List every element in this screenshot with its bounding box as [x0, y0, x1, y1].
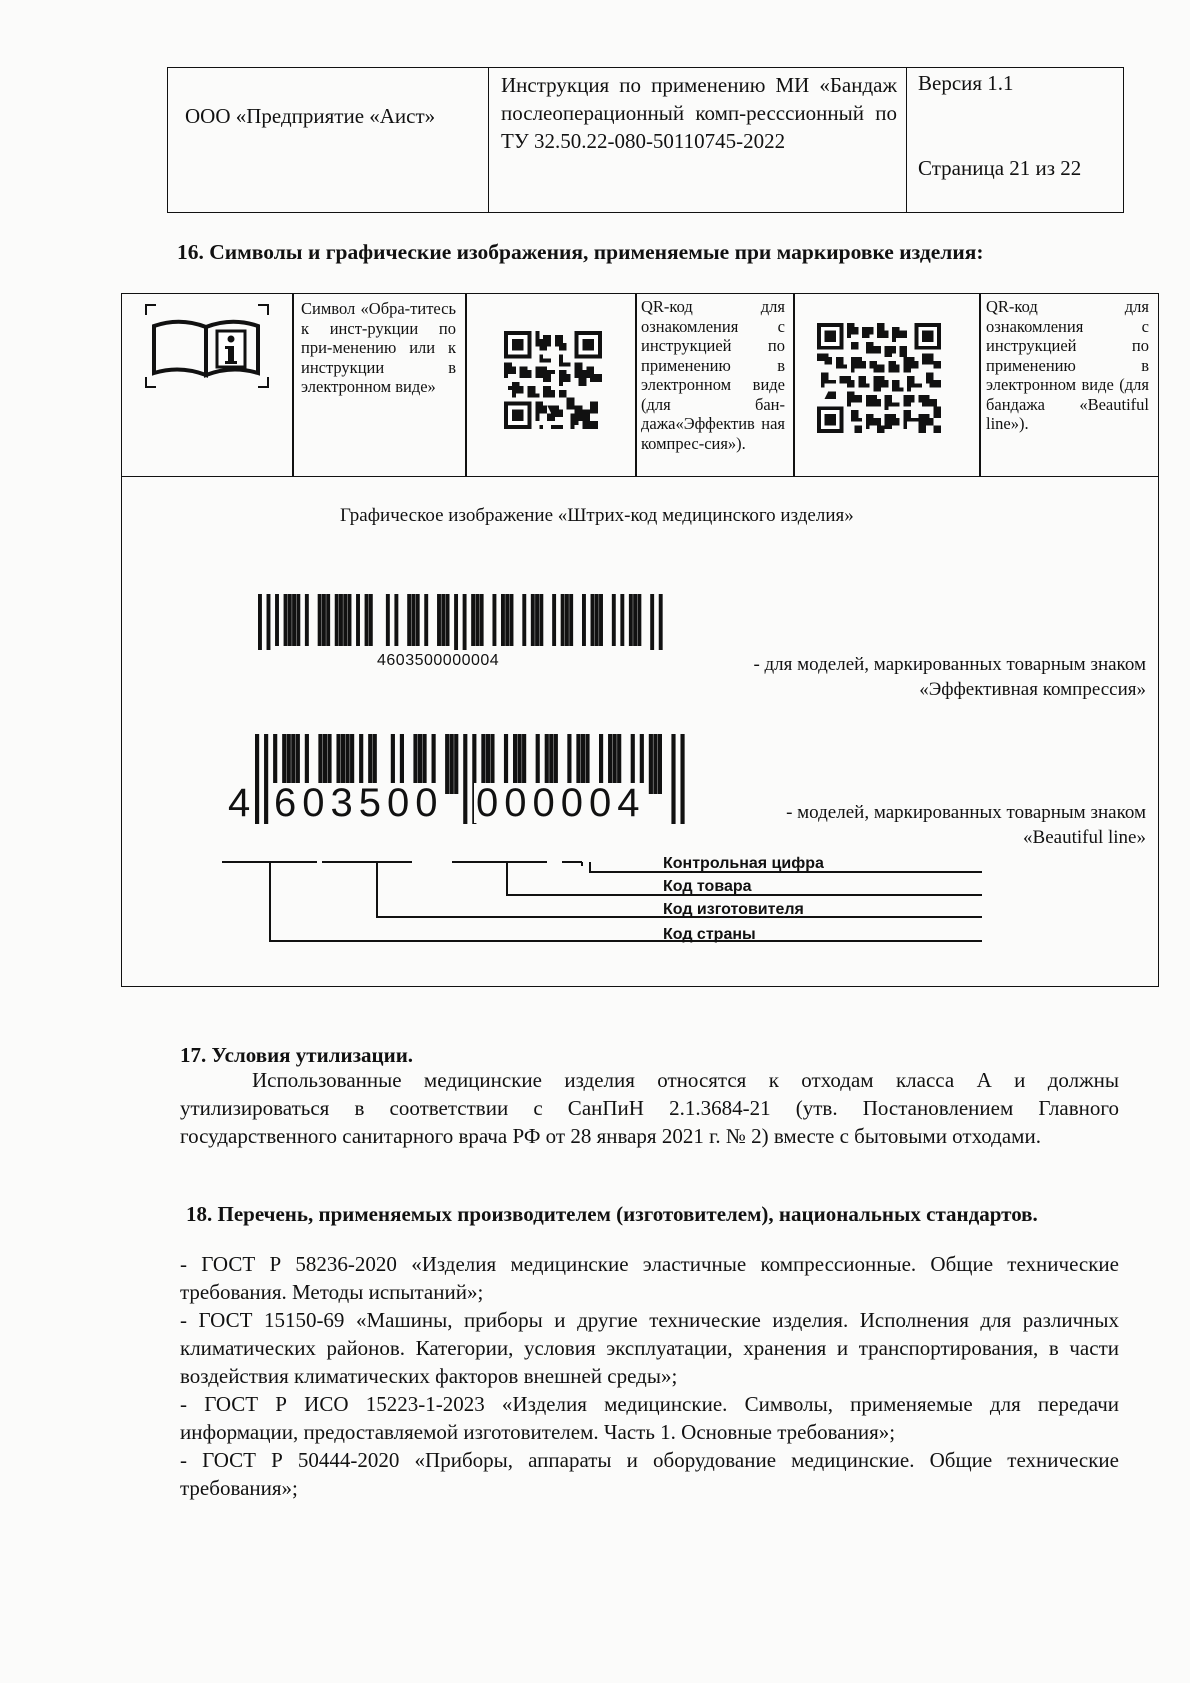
- barcode-bar: [275, 594, 279, 646]
- legend-country-code: Код страны: [663, 926, 756, 943]
- barcode-bar: [437, 594, 441, 646]
- barcode-bar: [633, 594, 637, 646]
- barcode-bar: [454, 734, 458, 794]
- symbol-description: Символ «Обра-титесь к инст-рукции по при-менению или к инструкции в электронном виде»: [301, 299, 456, 396]
- barcode-1-label-line1: - для моделей, маркированных товарным знаком: [753, 654, 1146, 675]
- barcode-bar: [411, 594, 415, 646]
- barcode-bar: [394, 594, 398, 646]
- symbols-row: [122, 294, 1158, 477]
- barcode-bar: [326, 594, 330, 646]
- standard-item: - ГОСТ Р 50444-2020 «Приборы, аппараты и оборудование медицинские. Общие технические требования»;: [180, 1448, 1119, 1500]
- header-version-cell: [907, 68, 1123, 212]
- legend-manufacturer-code: Код изготовителя: [663, 901, 804, 918]
- barcode-bar: [629, 594, 633, 646]
- company-name: ООО «Предприятие «Аист»: [185, 104, 436, 128]
- header-company-cell: [168, 68, 489, 212]
- barcode-bar: [620, 594, 624, 646]
- barcode-bar: [522, 594, 526, 646]
- section-17-heading: 17. Условия утилизации.: [180, 1043, 414, 1067]
- barcode-bar: [463, 734, 467, 824]
- barcode-bar: [267, 594, 271, 650]
- barcode-2-first-digit: 4: [228, 781, 251, 825]
- barcode-1-label-line2: «Эффективная компрессия»: [919, 679, 1146, 700]
- barcode-bar: [343, 594, 347, 646]
- barcode-bar: [446, 594, 450, 646]
- barcode-bar: [649, 734, 653, 794]
- barcode-bar: [288, 594, 292, 646]
- barcode-bar: [369, 594, 373, 646]
- barcode-bar: [441, 594, 445, 646]
- barcode-bar: [318, 594, 322, 646]
- barcode-bar: [671, 734, 675, 824]
- barcode-bar: [424, 594, 428, 646]
- barcode-bar: [680, 734, 684, 824]
- barcode-bar: [539, 594, 543, 646]
- barcode-bar: [612, 594, 616, 646]
- barcode-bar: [305, 594, 309, 646]
- standard-item: - ГОСТ Р ИСО 15223-1-2023 «Изделия медицинские. Символы, применяемые для передачи информации, предоставляемой изготовителем. Часть 1. Основные требования»;: [180, 1392, 1119, 1444]
- barcode-bar: [292, 594, 296, 646]
- barcode-bar: [463, 594, 467, 650]
- barcode-bar: [258, 594, 262, 650]
- section-16-heading: 16. Символы и графические изображения, применяемые при маркировке изделия:: [177, 240, 984, 264]
- barcode-bar: [658, 734, 662, 794]
- section-17-text: Использованные медицинские изделия относятся к отходам класса А и должны утилизироваться в соответствии с СанПиН 2.1.3684-21 (утв. Постановлением Главного государственного санитарного врача РФ от 28 января 2021 г. № 2) вместе с бытовыми отходами.: [180, 1068, 1119, 1148]
- barcode-bar: [492, 594, 496, 646]
- legend-product-code: Код товара: [663, 878, 752, 895]
- barcode-bar: [471, 594, 475, 646]
- instruction-book-icon: [142, 301, 272, 391]
- barcode-2-label-line2: «Beautiful line»: [1023, 827, 1146, 848]
- symbols-table: [121, 293, 1159, 987]
- barcode-bar: [255, 734, 259, 824]
- barcode-bar: [356, 594, 360, 646]
- qr-code-icon: [817, 323, 941, 433]
- barcode-bar: [591, 594, 595, 646]
- barcode-bar: [480, 594, 484, 646]
- barcode-bar: [599, 594, 603, 646]
- qr-code-icon: [504, 331, 602, 429]
- standard-item: - ГОСТ Р 58236-2020 «Изделия медицинские эластичные компрессионные. Общие технические требования. Методы испытаний»;: [180, 1252, 1119, 1304]
- barcode-bar: [386, 594, 390, 646]
- graphic-title: Графическое изображение «Штрих-код медицинского изделия»: [340, 505, 854, 526]
- barcode-bar: [450, 734, 454, 794]
- version-label: Версия 1.1: [918, 71, 1014, 95]
- barcode-bar: [322, 594, 326, 646]
- legend-check-digit: Контрольная цифра: [663, 855, 824, 872]
- barcode-bar: [569, 594, 573, 646]
- page-number: Страница 21 из 22: [918, 156, 1082, 180]
- barcode-2-right-digits: 000004: [476, 781, 646, 825]
- barcode-legend-lines: [222, 854, 982, 974]
- barcode-1-number: 4603500000004: [377, 652, 500, 669]
- barcode-bar: [407, 594, 411, 646]
- barcode-bar: [445, 734, 449, 794]
- barcode-bar: [475, 594, 479, 646]
- barcode-bar: [582, 594, 586, 646]
- section-18-heading: 18. Перечень, применяемых производителем (изготовителем), национальных стандартов.: [186, 1202, 1038, 1226]
- barcode-bar: [510, 594, 514, 646]
- barcode-bar: [501, 594, 505, 646]
- barcode-bar: [595, 594, 599, 646]
- barcode-bar: [505, 594, 509, 646]
- barcode-bar: [650, 594, 654, 650]
- barcode-2-label-line1: - моделей, маркированных товарным знаком: [786, 802, 1146, 823]
- barcode-bar: [284, 594, 288, 646]
- barcode-bar: [454, 594, 458, 650]
- barcode-bar: [416, 594, 420, 646]
- barcode-bar: [348, 594, 352, 646]
- barcode-bar: [653, 734, 657, 794]
- barcode-bar: [296, 594, 300, 646]
- instruction-title: Инструкция по применению МИ «Бандаж послеоперационный комп-ресссионный по ТУ 32.50.22-080-50110745-2022: [501, 73, 897, 153]
- barcode-bar: [637, 594, 641, 646]
- qr2-description: QR-код для ознакомления с инструкцией по применению в электронном виде (для бандажа «Beautiful line»).: [986, 297, 1149, 433]
- barcode-bar: [659, 594, 663, 650]
- barcode-bar: [335, 594, 339, 646]
- header-instruction-cell: [489, 68, 907, 212]
- barcode-1: [258, 594, 663, 650]
- barcode-2-left-digits: 603500: [274, 781, 444, 825]
- qr1-description: QR-код для ознакомления с инструкцией по применению в электронном виде (для бан-дажа«Эффектив ная компрес-сия»).: [641, 297, 785, 453]
- barcode-bar: [339, 594, 343, 646]
- barcode-bar: [552, 594, 556, 646]
- barcode-bar: [535, 594, 539, 646]
- barcode-bar: [264, 734, 268, 824]
- barcode-bar: [561, 594, 565, 646]
- document-header-table: [167, 67, 1124, 213]
- barcode-bar: [565, 594, 569, 646]
- barcode-bar: [365, 594, 369, 646]
- standard-item: - ГОСТ 15150-69 «Машины, приборы и другие технические изделия. Исполнения для различных климатических районов. Категории, условия эксплуатации, хранения и транспортирования, в части воздействия климатических факторов внешней среды»;: [180, 1308, 1119, 1388]
- barcode-bar: [531, 594, 535, 646]
